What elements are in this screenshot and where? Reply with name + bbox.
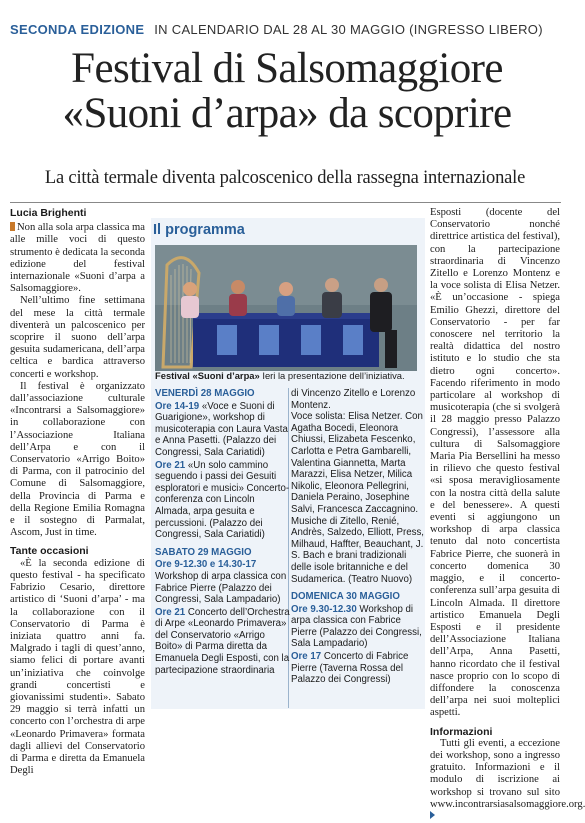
paragraph [430, 737, 585, 823]
headline-line-2: «Suoni d’arpa» da scoprire [62, 90, 512, 137]
event-photo [155, 245, 417, 371]
day-heading: SABATO 29 MAGGIO [155, 546, 252, 558]
event-time: Ore 9-12.30 e 14.30-17 [155, 559, 257, 571]
paragraph: Esposti (docente del Conservatorio nonché direttrice artistica del festival), con la partecipazione straordinaria di Vincenzo Zitello e Lorenzo Montenz e la voce solista di Elisa Netzer. «È un’occasione - spiega Emilio Ghezzi, direttore del Conservatorio - per far conoscere nel territorio la realtà didattica del nostro istituto e lo studio che sta dietro ogni concerto». Facendo riferimento in modo particolare al workshop di musicoterapia (che si svolgerà il 28 maggio presso Palazzo Congressi), l’assessore alla cultura di Salsomaggiore Maria Pia Bersellini ha messo in rilievo che questo festival «si sposa meravigliosamente con la nostra città della salute e del benessere». A questi eventi si aggiungono un workshop di arpa classica tenuto dal noto concertista Fabrice Pierre, che suonerà in concerto domenica 30 maggio, e il concerto-conferenza sull’arpa gesuita di Lincoln Almada. Il direttore artistico Emanuela Degli Esposti e il presidente dell’Associazione Italiana dell’Arpa, Anna Pasetti, hanno ricordato che il festival nasce proprio con lo scopo di diffondere la conoscenza dell’arpa nei suoi molteplici aspetti. [430, 207, 561, 719]
event-item [291, 651, 425, 686]
event-text: «Un solo cammino seguendo i passi dei Gesuiti esploratori e musici» Concerto-conferenza con Lincoln Almada, arpa gesuita e percussioni. (Palazzo dei Congressi, Sala Cariatidi) [155, 459, 290, 541]
event-time: Ore 17 [291, 651, 322, 663]
paragraph: «È la seconda edizione di questo festival - ha specificato Fabrizio Cesario, direttore artistico di ‘Suoni d’arpa’ - ma la collaborazione con il Conservatorio di Parma è iniziata quattro anni fa. Malgrado i tagli di quest’anno, siamo felici di portare avanti un’iniziativa che coinvolge grandi concertisti e giovanissimi studenti». Sabato 29 maggio si terrà infatti un concerto con l’orchestra di arpe «Leonardo Primavera» formata dagli allievi del Conservatorio di Parma e diretta da Emanuela Degli [10, 557, 145, 777]
event-item [155, 401, 290, 459]
paragraph: Il festival è organizzato dall’associazione culturale «Incontrarsi a Salsomaggiore» in collaborazione con l’Associazione Italiana dell’Arpa e con il Conservatorio «Arrigo Boito» di Parma, con il patrocinio del Comune di Salsomaggiore, della Provincia di Parma e della Regione Emilia Romagna e il sostegno di Parmalat, Ascom, Just in time. [10, 380, 145, 539]
event-text: Concerto dell’Orchestra di Arpe «Leonardo Primavera» del Conservatorio «Arrigo Boito» di Parma diretta da Emanuela Degli Esposti, con la partecipazione straordinaria [155, 606, 290, 676]
event-time: Ore 14-19 [155, 400, 200, 412]
event-item [155, 607, 290, 677]
event-time: Ore 21 [155, 459, 186, 471]
event-item [291, 604, 425, 650]
event-item [155, 559, 290, 605]
paragraph [10, 222, 145, 295]
kicker-text: IN CALENDARIO DAL 28 AL 30 MAGGIO (INGRESSO LIBERO) [154, 22, 543, 37]
article-column-1 [10, 207, 145, 777]
paragraph: Nell’ultimo fine settimana del mese la città termale diventerà un palcoscenico per scoprire il suono dell’arpa gesuita sudamericana, dell’arpa celtica e bardica attraverso concerti e workshop. [10, 295, 145, 380]
subtitle: La città termale diventa palcoscenico della rassegna internazionale [44, 168, 526, 188]
caption-title: Festival «Suoni d’arpa» [155, 370, 260, 381]
program-column-1 [155, 388, 290, 676]
event-time: Ore 9.30-12.30 [291, 603, 357, 615]
kicker [10, 22, 543, 37]
paragraph-marker-icon [10, 222, 15, 231]
paragraph-text: Non alla sola arpa classica ma alle mille voci di questo strumento è dedicata la seconda edizione del festival internazionale «Suoni d’arpa a Salsomaggiore». [10, 222, 145, 295]
day-heading: DOMENICA 30 MAGGIO [291, 591, 400, 603]
event-item [155, 460, 290, 541]
headline-line-1: Festival di Salsomaggiore [71, 45, 503, 92]
subhead: Tante occasioni [10, 545, 89, 558]
paragraph-text: Tutti gli eventi, a eccezione dei workshop, sono a ingresso gratuito. Informazioni e il modulo di iscrizione ai workshop si trovano sul sito www.incontrarsiasalsomaggiore.org. [430, 737, 585, 810]
event-text: «Voce e Suoni di Guarigione», workshop di musicoterapia con Laura Vasta e Anna Pasetti. (Palazzo dei Congressi, Sala Cariatidi) [155, 400, 288, 458]
section-label: SECONDA EDIZIONE [10, 22, 145, 37]
divider [10, 202, 561, 203]
event-voices: Voce solista: Elisa Netzer. Con Agatha Bocedi, Eleonora Chiussi, Elizabeta Fescenko, Carlotta e Petra Gambarelli, Valentina Giannetta, Marta Marazzi, Elisa Netzer, Milica Nikolic, Eleonora Pellegrini, Daniela Peraino, Josephine Salvi, Francesca Zaccagnino. Musiche di Zitello, Renié, Andrès, Salzedo, Elliott, Press, Milhaud, Haffter, Beauchant, J. S. Bach e brani tradizionali delle isole britanniche e del Sudamerica. (Teatro Nuovo) [291, 411, 424, 585]
photo-caption [155, 370, 417, 382]
day-heading: VENERDÌ 28 MAGGIO [155, 388, 255, 399]
article-column-4 [430, 207, 585, 823]
event-text: Workshop di arpa classica con Fabrice Pierre (Palazzo dei Congressi, Sala Lampadario) [155, 570, 287, 606]
caption-text: Ieri la presentazione dell’iniziativa. [259, 370, 405, 381]
event-text: Concerto di Fabrice Pierre (Taverna Rossa del Palazzo dei Congressi) [291, 651, 409, 686]
program-title: Il programma [153, 222, 245, 238]
event-time: Ore 21 [155, 606, 186, 618]
event-continuation: di Vincenzo Zitello e Lorenzo Montenz. [291, 388, 416, 411]
byline: Lucia Brighenti [10, 207, 87, 219]
headline [12, 46, 562, 136]
program-column-2 [291, 388, 425, 686]
end-mark-icon [430, 811, 435, 819]
event-text: Workshop di arpa classica con Fabrice Pierre (Palazzo dei Congressi, Sala Lampadario) [291, 603, 422, 650]
photo-illustration [155, 245, 417, 371]
subhead: Informazioni [430, 725, 493, 738]
